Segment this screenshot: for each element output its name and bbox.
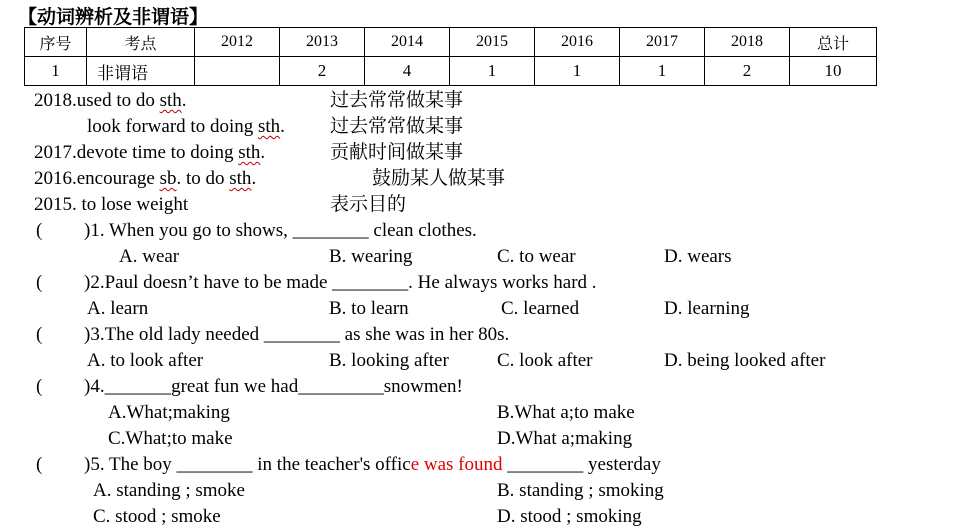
header-cell: 考点 [87, 28, 195, 57]
note-translation: 贡献时间做某事 [330, 142, 464, 163]
highlighted-text: e was found [410, 454, 503, 475]
option-a: A. wear [119, 246, 180, 267]
question-stem: )5. The boy ________ in the teacher's office was found ________ yesterday [84, 454, 661, 475]
note-translation: 过去常常做某事 [330, 90, 464, 111]
option-d: D. being looked after [664, 350, 826, 371]
table-cell: 1 [620, 57, 705, 86]
option-c: C. look after [497, 350, 593, 371]
table-cell: 2 [280, 57, 365, 86]
option-a: A. to look after [87, 350, 204, 371]
table-cell: 1 [535, 57, 620, 86]
question-stem: )3.The old lady needed ________ as she was in her 80s. [84, 324, 510, 345]
question-stem: )4._______great fun we had_________snowmen! [84, 376, 463, 397]
table-cell: 非谓语 [87, 57, 195, 86]
header-cell: 2018 [705, 28, 790, 57]
header-cell: 2015 [450, 28, 535, 57]
table-header-row [25, 28, 877, 57]
table-cell: 1 [25, 57, 87, 86]
header-cell: 总计 [790, 28, 877, 57]
option-b: B. wearing [329, 246, 413, 267]
question-paren: ( [36, 272, 43, 293]
note-line: 2015. to lose weight [34, 194, 189, 215]
option-d: D.What a;making [497, 428, 633, 449]
table-cell: 1 [450, 57, 535, 86]
option-a: A.What;making [108, 402, 230, 423]
header-cell: 序号 [25, 28, 87, 57]
header-cell: 2014 [365, 28, 450, 57]
question-stem: )2.Paul doesn’t have to be made ________. He always works hard . [84, 272, 597, 293]
option-c: C. stood ; smoke [93, 506, 221, 527]
note-line: look forward to doing sth. [87, 116, 285, 137]
note-translation: 鼓励某人做某事 [372, 168, 506, 189]
option-c: C.What;to make [108, 428, 233, 449]
option-a: A. standing ; smoke [93, 480, 245, 501]
option-b: B.What a;to make [497, 402, 635, 423]
option-b: B. looking after [329, 350, 449, 371]
question-paren: ( [36, 324, 43, 345]
table-cell: 2 [705, 57, 790, 86]
option-d: D. wears [664, 246, 732, 267]
header-cell: 2012 [195, 28, 280, 57]
question-stem: )1. When you go to shows, ________ clean clothes. [84, 220, 477, 241]
table-cell: 4 [365, 57, 450, 86]
option-a: A. learn [87, 298, 149, 319]
question-paren: ( [36, 376, 43, 397]
note-translation: 过去常常做某事 [330, 116, 464, 137]
header-cell: 2016 [535, 28, 620, 57]
section-title: 【动词辨析及非谓语】 [18, 6, 209, 28]
option-b: B. standing ; smoking [497, 480, 664, 501]
table-row [25, 57, 877, 86]
question-paren: ( [36, 454, 43, 475]
option-d: D. learning [664, 298, 750, 319]
header-cell: 2017 [620, 28, 705, 57]
table-cell: 10 [790, 57, 877, 86]
exam-stats-table [24, 27, 877, 86]
note-line: 2017.devote time to doing sth. [34, 142, 266, 163]
note-line: 2016.encourage sb. to do sth. [34, 168, 257, 189]
header-cell: 2013 [280, 28, 365, 57]
option-d: D. stood ; smoking [497, 506, 642, 527]
option-c: C. learned [501, 298, 580, 319]
question-paren: ( [36, 220, 43, 241]
note-translation: 表示目的 [330, 194, 407, 215]
note-line: 2018.used to do sth. [34, 90, 187, 111]
option-b: B. to learn [329, 298, 409, 319]
option-c: C. to wear [497, 246, 576, 267]
table-cell [195, 57, 280, 86]
